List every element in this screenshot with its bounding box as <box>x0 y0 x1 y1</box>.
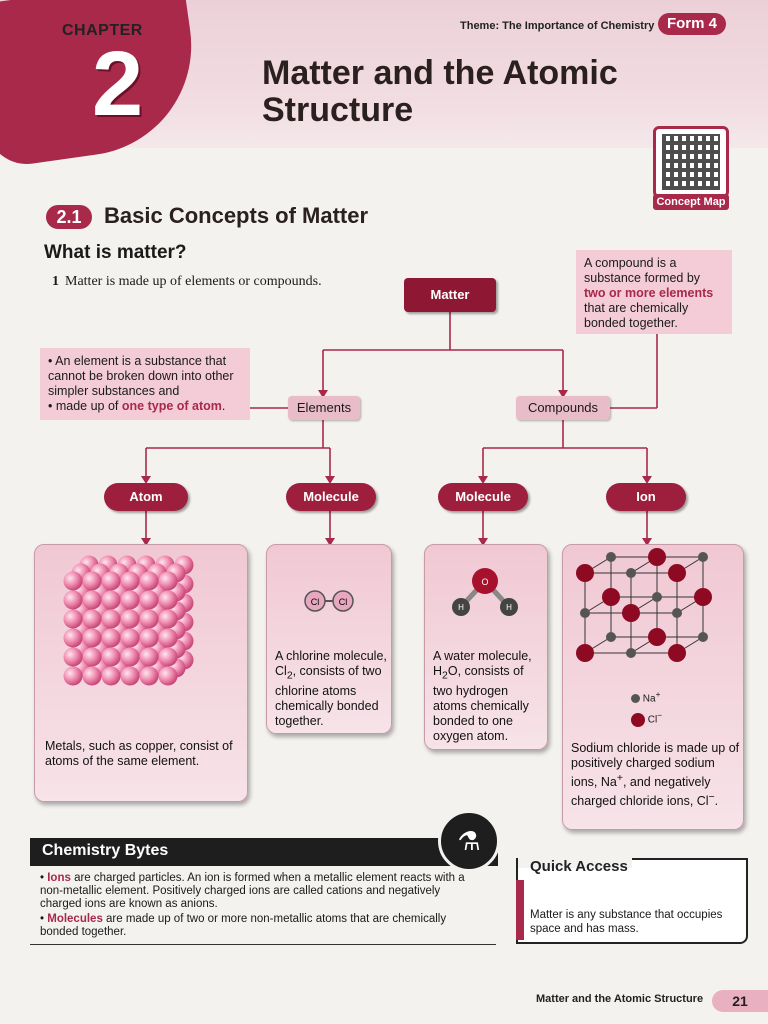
quick-access-title: Quick Access <box>530 858 628 875</box>
copper-atom <box>64 667 83 686</box>
quick-access-accent <box>516 880 524 940</box>
copper-atom <box>159 648 178 667</box>
copper-atom <box>159 572 178 591</box>
water-card <box>424 544 548 750</box>
chloride-ion <box>668 564 686 582</box>
copper-atom <box>140 648 159 667</box>
chlorine-molecule-icon <box>267 545 391 635</box>
copper-atom <box>140 572 159 591</box>
copper-atom <box>83 572 102 591</box>
sodium-ion <box>626 568 636 578</box>
page-number: 21 <box>712 990 768 1012</box>
molecule-node-element: Molecule <box>286 483 376 511</box>
compound-note: A compound is a substance formed by two or more elements that are chemically bonded together. <box>576 250 732 334</box>
copper-atom <box>121 572 140 591</box>
element-note: • An element is a substance that cannot be broken down into other simpler substances and • made up of one type of atom. <box>40 348 250 420</box>
copper-atom <box>121 591 140 610</box>
sodium-ion <box>698 632 708 642</box>
copper-atom <box>83 591 102 610</box>
chlorine-card-text: A chlorine molecule, $Cl_2$, consists of two chlorine atoms chemically bonded together. <box>275 649 387 728</box>
copper-atom <box>140 629 159 648</box>
section-title: Basic Concepts of Matter <box>104 203 369 228</box>
sodium-ion <box>626 648 636 658</box>
form-badge: Form 4 <box>658 13 726 35</box>
sodium-ion-icon <box>631 694 640 703</box>
copper-atom <box>83 667 102 686</box>
copper-atom <box>64 591 83 610</box>
sodium-chloride-lattice-icon <box>563 545 743 685</box>
copper-lattice-icon <box>35 545 247 715</box>
elements-node: Elements <box>288 396 360 420</box>
molecule-node-compound: Molecule <box>438 483 528 511</box>
sodium-ion <box>672 608 682 618</box>
chloride-ion <box>694 588 712 606</box>
chloride-ion <box>622 604 640 622</box>
chloride-ion <box>576 644 594 662</box>
sodium-ion <box>606 632 616 642</box>
copper-atom <box>102 667 121 686</box>
copper-atom <box>83 610 102 629</box>
page-title: Matter and the Atomic Structure <box>262 54 618 129</box>
sodium-ion <box>580 608 590 618</box>
section-number: 2.1 <box>46 205 92 229</box>
copper-atom <box>121 610 140 629</box>
svg-text:O: O <box>481 577 489 587</box>
chloride-ion <box>648 628 666 646</box>
copper-atom <box>64 648 83 667</box>
copper-atom <box>102 591 121 610</box>
atom-card-text: Metals, such as copper, consist of atoms of the same element. <box>45 739 233 768</box>
chloride-ion <box>648 548 666 566</box>
footer-title: Matter and the Atomic Structure <box>536 993 704 1005</box>
atom-node: Atom <box>104 483 188 511</box>
copper-atom <box>102 629 121 648</box>
copper-atom <box>102 610 121 629</box>
concept-map-label[interactable]: Concept Map <box>653 194 729 210</box>
copper-atom <box>140 591 159 610</box>
copper-atom <box>159 591 178 610</box>
matter-node: Matter <box>404 278 496 312</box>
legend: Na+ Cl− <box>631 689 662 727</box>
svg-text:H: H <box>506 603 512 612</box>
sodium-ion <box>698 552 708 562</box>
chemistry-bytes-list <box>40 872 480 941</box>
point-text: 1 Matter is made up of elements or compounds. <box>52 274 322 289</box>
ion-node: Ion <box>606 483 686 511</box>
sodium-ion <box>606 552 616 562</box>
chloride-ion <box>576 564 594 582</box>
copper-atom <box>159 667 178 686</box>
copper-atom <box>83 629 102 648</box>
copper-atom <box>121 648 140 667</box>
copper-atom <box>64 610 83 629</box>
water-molecule-icon <box>425 545 547 640</box>
question-heading: What is matter? <box>44 242 187 263</box>
chemistry-bytes-title: Chemistry Bytes <box>42 842 169 859</box>
chapter-number: 2 <box>92 33 144 135</box>
copper-atom <box>102 648 121 667</box>
chlorine-card <box>266 544 392 734</box>
chloride-ion <box>602 588 620 606</box>
copper-atom <box>121 667 140 686</box>
atom-card <box>34 544 248 802</box>
salt-card-text: Sodium chloride is made up of positively charged sodium ions, Na+, and negatively charged chloride ions, Cl−. <box>571 741 740 809</box>
copper-atom <box>159 629 178 648</box>
compounds-node: Compounds <box>516 396 610 420</box>
copper-atom <box>121 629 140 648</box>
copper-atom <box>159 610 178 629</box>
svg-text:Cl: Cl <box>310 597 320 607</box>
theme-label: Theme: The Importance of Chemistry <box>460 20 655 32</box>
chloride-ion <box>668 644 686 662</box>
sodium-chloride-card <box>562 544 744 830</box>
copper-atom <box>64 629 83 648</box>
copper-atom <box>140 667 159 686</box>
list-item: • Ions are charged particles. An ion is formed when a metallic element reacts with a non-metallic element. Positively charged ions are called cations and negatively charged ions are known as anions. <box>40 872 465 910</box>
copper-atom <box>140 610 159 629</box>
divider <box>30 944 496 945</box>
water-card-text: A water molecule, $H_2O$, consists of two hydrogen atoms chemically bonded to one oxygen atom. <box>433 649 532 743</box>
svg-text:Cl: Cl <box>338 597 348 607</box>
copper-atom <box>102 572 121 591</box>
quick-access-text: Matter is any substance that occupies space and has mass. <box>530 909 723 935</box>
list-item: • Molecules are made up of two or more non-metallic atoms that are chemically bonded together. <box>40 913 447 938</box>
sodium-ion <box>652 592 662 602</box>
chloride-ion-icon <box>631 713 645 727</box>
chapter-label: CHAPTER <box>62 22 143 39</box>
flask-icon: ⚗ <box>438 810 500 872</box>
copper-atom <box>64 572 83 591</box>
copper-atom <box>83 648 102 667</box>
svg-text:H: H <box>458 603 464 612</box>
